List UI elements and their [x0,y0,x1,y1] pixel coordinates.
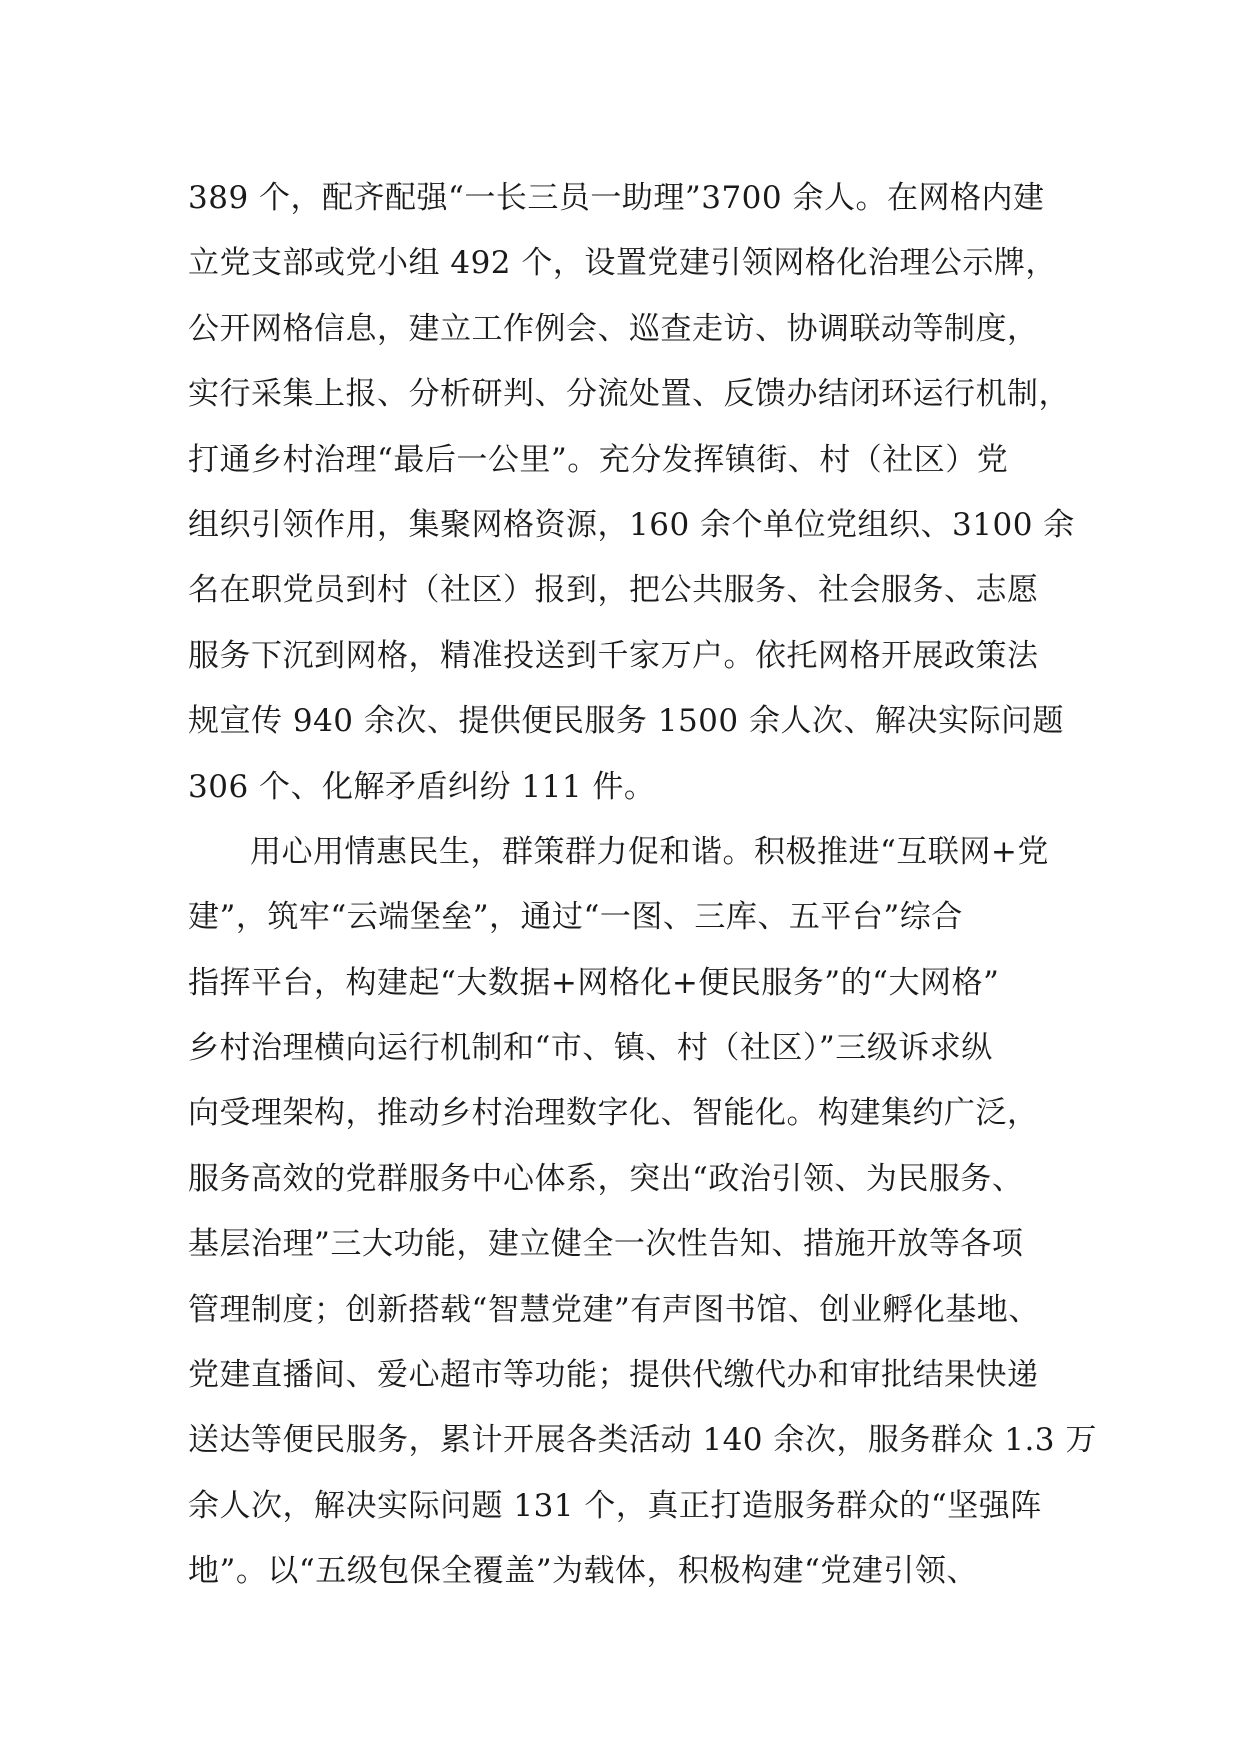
text-line: 指挥平台，构建起“大数据+网格化+便民服务”的“大网格” [188,964,1000,1001]
text-line: 向受理架构，推动乡村治理数字化、智能化。构建集约广泛， [188,1095,1039,1132]
text-line: 打通乡村治理“最后一公里”。充分发挥镇街、村（社区）党 [188,441,1009,478]
paragraph-start-line: 用心用情惠民生，群策群力促和谐。积极推进“互联网+党 [250,833,1049,870]
text-line: 公开网格信息，建立工作例会、巡查走访、协调联动等制度， [188,310,1039,347]
text-line: 基层治理”三大功能，建立健全一次性告知、措施开放等各项 [188,1226,1024,1263]
text-line: 送达等便民服务，累计开展各类活动 140 余次，服务群众 1.3 万 [188,1422,1097,1459]
text-line: 余人次，解决实际问题 131 个，真正打造服务群众的“坚强阵 [188,1487,1042,1524]
text-line: 乡村治理横向运行机制和“市、镇、村（社区）”三级诉求纵 [188,1030,993,1067]
text-line: 服务下沉到网格，精准投送到千家万户。依托网格开展政策法 [188,637,1039,674]
text-line: 306 个、化解矛盾纠纷 111 件。 [188,768,656,805]
body-text [188,166,1097,1605]
text-line: 规宣传 940 余次、提供便民服务 1500 余人次、解决实际问题 [188,703,1064,740]
text-line: 实行采集上报、分析研判、分流处置、反馈办结闭环运行机制， [188,376,1070,413]
text-line: 389 个，配齐配强“一长三员一助理”3700 余人。在网格内建 [188,180,1045,216]
text-line: 党建直播间、爱心超市等功能；提供代缴代办和审批结果快递 [188,1357,1039,1394]
text-line: 服务高效的党群服务中心体系，突出“政治引领、为民服务、 [188,1160,1024,1197]
text-line: 组织引领作用，集聚网格资源，160 余个单位党组织、3100 余 [188,506,1075,543]
text-line: 建”，筑牢“云端堡垒”，通过“一图、三库、五平台”综合 [188,899,963,936]
text-line: 名在职党员到村（社区）报到，把公共服务、社会服务、志愿 [188,572,1039,609]
text-line: 管理制度；创新搭载“智慧党建”有声图书馆、创业孵化基地、 [188,1291,1040,1328]
text-line: 立党支部或党小组 492 个，设置党建引领网格化治理公示牌， [188,245,1057,282]
text-line: 地”。以“五级包保全覆盖”为载体，积极构建“党建引领、 [188,1553,978,1590]
